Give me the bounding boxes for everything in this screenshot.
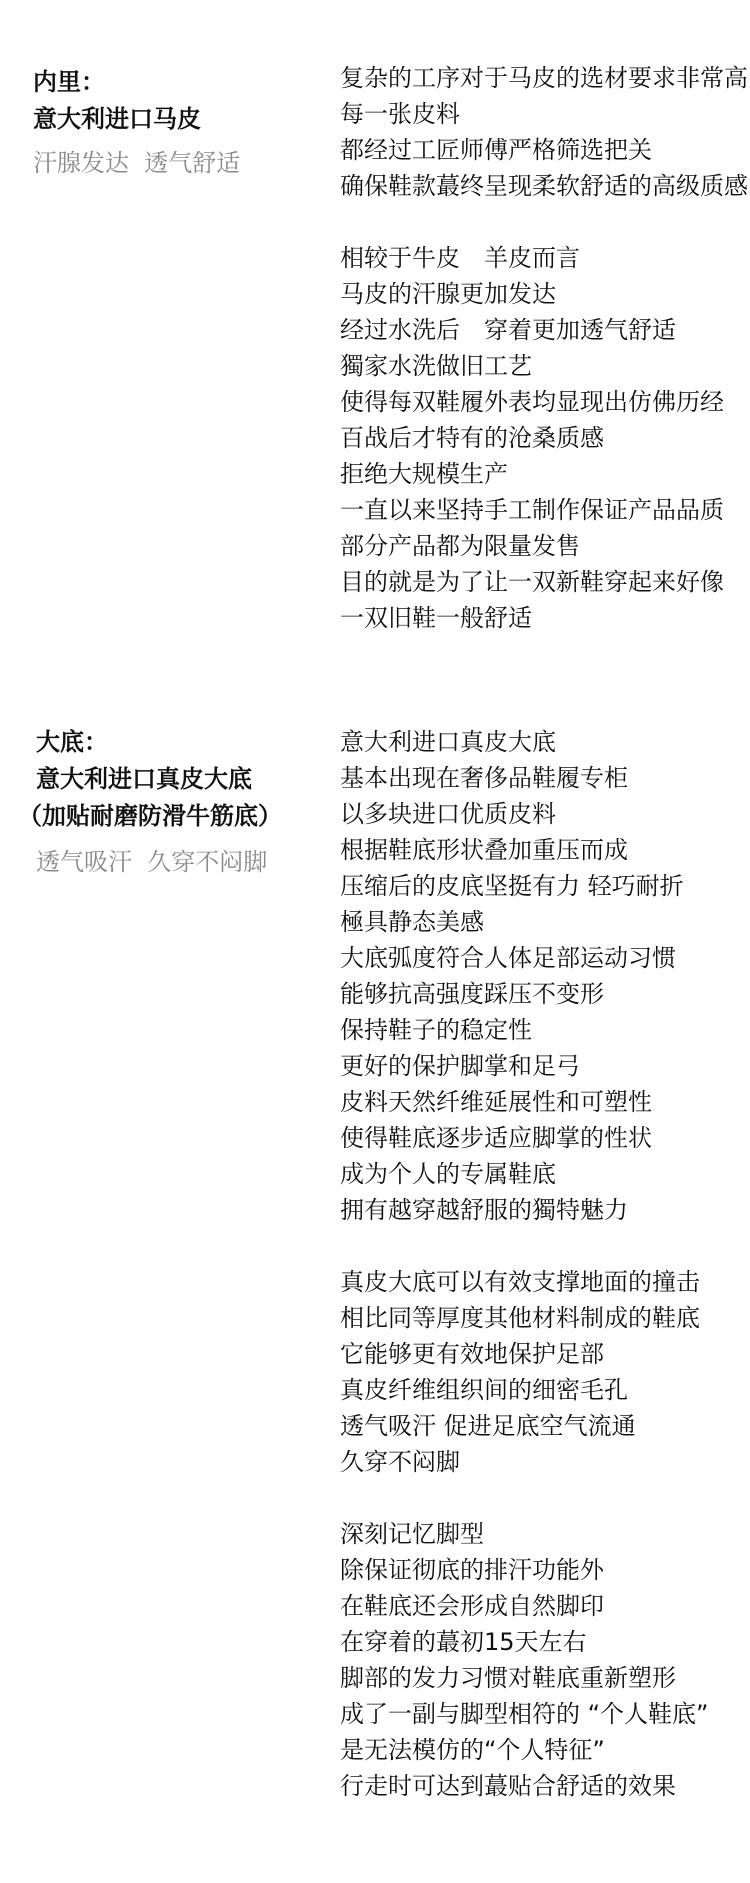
section-subtitle: 透气吸汗 久穿不闷脚 bbox=[36, 848, 268, 876]
text-line: 目的就是为了让一双新鞋穿起来好像 bbox=[340, 568, 724, 596]
text-line: 能够抗高强度踩压不变形 bbox=[340, 980, 604, 1008]
text-line: 皮料天然纤维延展性和可塑性 bbox=[340, 1088, 652, 1116]
text-line: 在穿着的蕞初15天左右 bbox=[340, 1628, 587, 1656]
text-line: 保持鞋子的稳定性 bbox=[340, 1016, 532, 1044]
paragraph bbox=[340, 724, 748, 1228]
text-line: 真皮纤维组织间的细密毛孔 bbox=[340, 1376, 628, 1404]
text-line: 马皮的汗腺更加发达 bbox=[340, 280, 556, 308]
text-line: 更好的保护脚掌和足弓 bbox=[340, 1052, 580, 1080]
text-line: 基本出现在奢侈品鞋履专柜 bbox=[340, 764, 628, 792]
text-line: 久穿不闷脚 bbox=[340, 1448, 460, 1476]
text-line: 脚部的发力习惯对鞋底重新塑形 bbox=[340, 1664, 676, 1692]
text-line: 獨家水洗做旧工艺 bbox=[340, 352, 532, 380]
section-outsole-header bbox=[18, 724, 318, 879]
text-line: 经过水洗后 穿着更加透气舒适 bbox=[340, 316, 676, 344]
text-line: 是无法模仿的“个人特征” bbox=[340, 1736, 605, 1764]
section-lining-header bbox=[33, 64, 333, 180]
paragraph bbox=[340, 1516, 748, 1804]
text-line: 相较于牛皮 羊皮而言 bbox=[340, 244, 580, 272]
text-line: 一双旧鞋一般舒适 bbox=[340, 604, 532, 632]
paragraph bbox=[340, 60, 748, 204]
text-line: 复杂的工序对于马皮的选材要求非常高 bbox=[340, 64, 748, 92]
text-line: 極具静态美感 bbox=[340, 908, 484, 936]
text-line: 使得每双鞋履外表均显现出仿佛历经 bbox=[340, 388, 724, 416]
text-line: 意大利进口真皮大底 bbox=[340, 728, 556, 756]
text-line: 除保证彻底的排汗功能外 bbox=[340, 1556, 604, 1584]
text-line: 压缩后的皮底坚挺有力 轻巧耐折 bbox=[340, 872, 684, 900]
section-title: 意大利进口马皮 bbox=[33, 105, 201, 133]
text-line: 深刻记忆脚型 bbox=[340, 1520, 484, 1548]
text-line: 确保鞋款蕞终呈现柔软舒适的高级质感 bbox=[340, 172, 748, 200]
text-line: 透气吸汗 促进足底空气流通 bbox=[340, 1412, 636, 1440]
text-line: 一直以来坚持手工制作保证产品品质 bbox=[340, 496, 724, 524]
text-line: 它能够更有效地保护足部 bbox=[340, 1340, 604, 1368]
paragraph bbox=[340, 1264, 748, 1480]
section-subtitle: 汗腺发达 透气舒适 bbox=[33, 149, 241, 177]
section-outsole-body bbox=[340, 724, 748, 1804]
text-line: 百战后才特有的沧桑质感 bbox=[340, 424, 604, 452]
text-line: 部分产品都为限量发售 bbox=[340, 532, 580, 560]
text-line: 成为个人的专属鞋底 bbox=[340, 1160, 556, 1188]
section-label: 内里： bbox=[33, 68, 105, 96]
text-line: 在鞋底还会形成自然脚印 bbox=[340, 1592, 604, 1620]
text-line: 拒绝大规模生产 bbox=[340, 460, 508, 488]
text-line: 以多块进口优质皮料 bbox=[340, 800, 556, 828]
text-line: 行走时可达到蕞贴合舒适的效果 bbox=[340, 1772, 676, 1800]
text-line: 每一张皮料 bbox=[340, 100, 460, 128]
text-line: 根据鞋底形状叠加重压而成 bbox=[340, 836, 628, 864]
section-lining-body bbox=[340, 60, 748, 636]
text-line: 使得鞋底逐步适应脚掌的性状 bbox=[340, 1124, 652, 1152]
text-line: 大底弧度符合人体足部运动习惯 bbox=[340, 944, 676, 972]
section-label: 大底： bbox=[36, 728, 108, 756]
text-line: 拥有越穿越舒服的獨特魅力 bbox=[340, 1196, 628, 1224]
section-title-note: （加贴耐磨防滑牛筋底） bbox=[18, 802, 282, 830]
section-title: 意大利进口真皮大底 bbox=[36, 765, 252, 793]
text-line: 成了一副与脚型相符的 “个人鞋底” bbox=[340, 1700, 709, 1728]
text-line: 相比同等厚度其他材料制成的鞋底 bbox=[340, 1304, 700, 1332]
paragraph bbox=[340, 240, 748, 636]
text-line: 真皮大底可以有效支撑地面的撞击 bbox=[340, 1268, 700, 1296]
text-line: 都经过工匠师傅严格筛选把关 bbox=[340, 136, 652, 164]
